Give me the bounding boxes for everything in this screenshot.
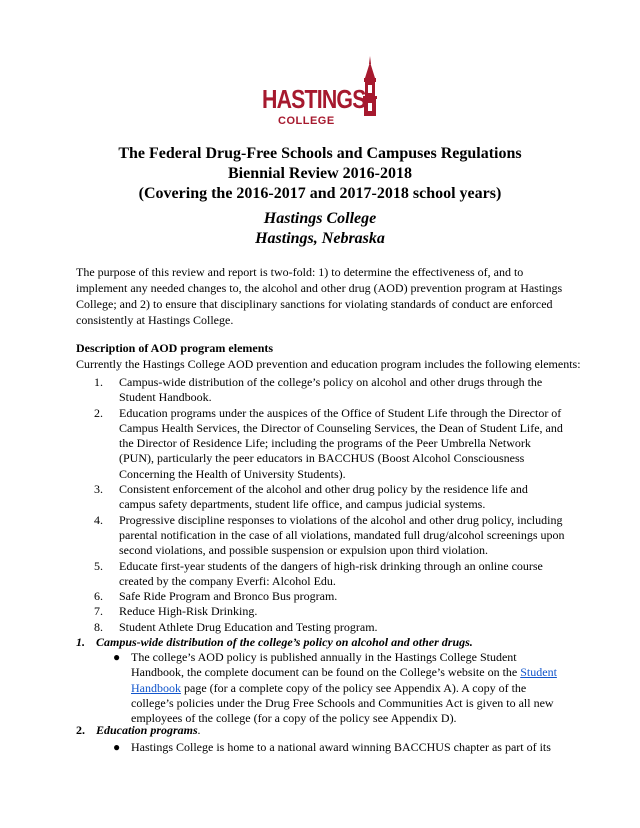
section-1-title: 1. Campus-wide distribution of the college’s policy on alcohol and other drugs. — [76, 635, 473, 649]
institution-block — [0, 209, 640, 249]
section-2-title: 2. Education programs. — [76, 723, 201, 737]
title-line-3: (Covering the 2016-2017 and 2017-2018 school years) — [138, 185, 502, 202]
intro-paragraph: The purpose of this review and report is two-fold: 1) to determine the effectiveness of, and to implement any needed changes to, the alcohol and other drug (AOD) prevention program at Hastings College; and 2) to ensure that disciplinary sanctions for violating standards of conduct are enforced consistently at Hastings College. — [76, 265, 563, 327]
title-line-2: Biennial Review 2016-2018 — [228, 165, 412, 182]
institution-name: Hastings College — [263, 210, 377, 227]
logo-subtitle: COLLEGE — [278, 115, 335, 127]
section-2-bullet: ● Hastings College is home to a national award winning BACCHUS chapter as part of its — [113, 740, 551, 754]
section-lead: Currently the Hastings College AOD prevention and education program includes the following elements: — [76, 357, 581, 371]
list-item: 3. Consistent enforcement of the alcohol and other drug policy by the residence life and campus safety departments, student life office, and campus judicial systems. — [94, 482, 528, 512]
bullet-icon: ● — [113, 740, 121, 754]
list-item: 7. Reduce High-Risk Drinking. — [94, 604, 258, 619]
list-item: 4. Progressive discipline responses to violations of the alcohol and other drug policy, including parental notification in the case of all violations, mandated full drug/alcohol screenings upon second violations, and possible suspension or expulsion upon third violation. — [94, 512, 565, 558]
section-1-bullet: ● The college’s AOD policy is published annually in the Hastings College Student Handbook, the complete document can be found on the College’s website on the Student Handbook page (for a complete copy of the policy see Appendix A). A copy of the college’s policies under the Drug Free Schools and Communities Act is given to all new employees of the college (for a copy of the policy see Appendix D). — [113, 650, 557, 726]
list-item: 8. Student Athlete Drug Education and Testing program. — [94, 619, 378, 634]
list-item: 5. Educate first-year students of the dangers of high-risk drinking through an online course created by the company Everfi: Alcohol Edu. — [94, 558, 543, 588]
section-heading: Description of AOD program elements — [76, 341, 274, 355]
bullet-icon: ● — [113, 650, 121, 664]
college-logo — [262, 56, 386, 128]
title-line-1: The Federal Drug-Free Schools and Campuses Regulations — [118, 145, 522, 162]
program-elements-list — [76, 375, 566, 635]
document-title — [0, 144, 640, 204]
list-item: 6. Safe Ride Program and Bronco Bus program. — [94, 589, 338, 604]
institution-location: Hastings, Nebraska — [255, 230, 385, 247]
student-handbook-link[interactable]: Student Handbook — [131, 665, 557, 695]
logo-wordmark: HASTINGS — [262, 84, 366, 114]
list-item: 1. Campus-wide distribution of the college’s policy on alcohol and other drugs through the Student Handbook. — [94, 375, 543, 405]
list-item: 2. Education programs under the auspices of the Office of Student Life through the Director of Campus Health Services, the Director of Counseling Services, the Dean of Student Life, and the Director of Residence Life; including the programs of the Peer Umbrella Network (PUN), particularly the peer educators in BACCHUS (Boost Alcohol Consciousness Concerning the Health of University Students). — [94, 405, 563, 481]
